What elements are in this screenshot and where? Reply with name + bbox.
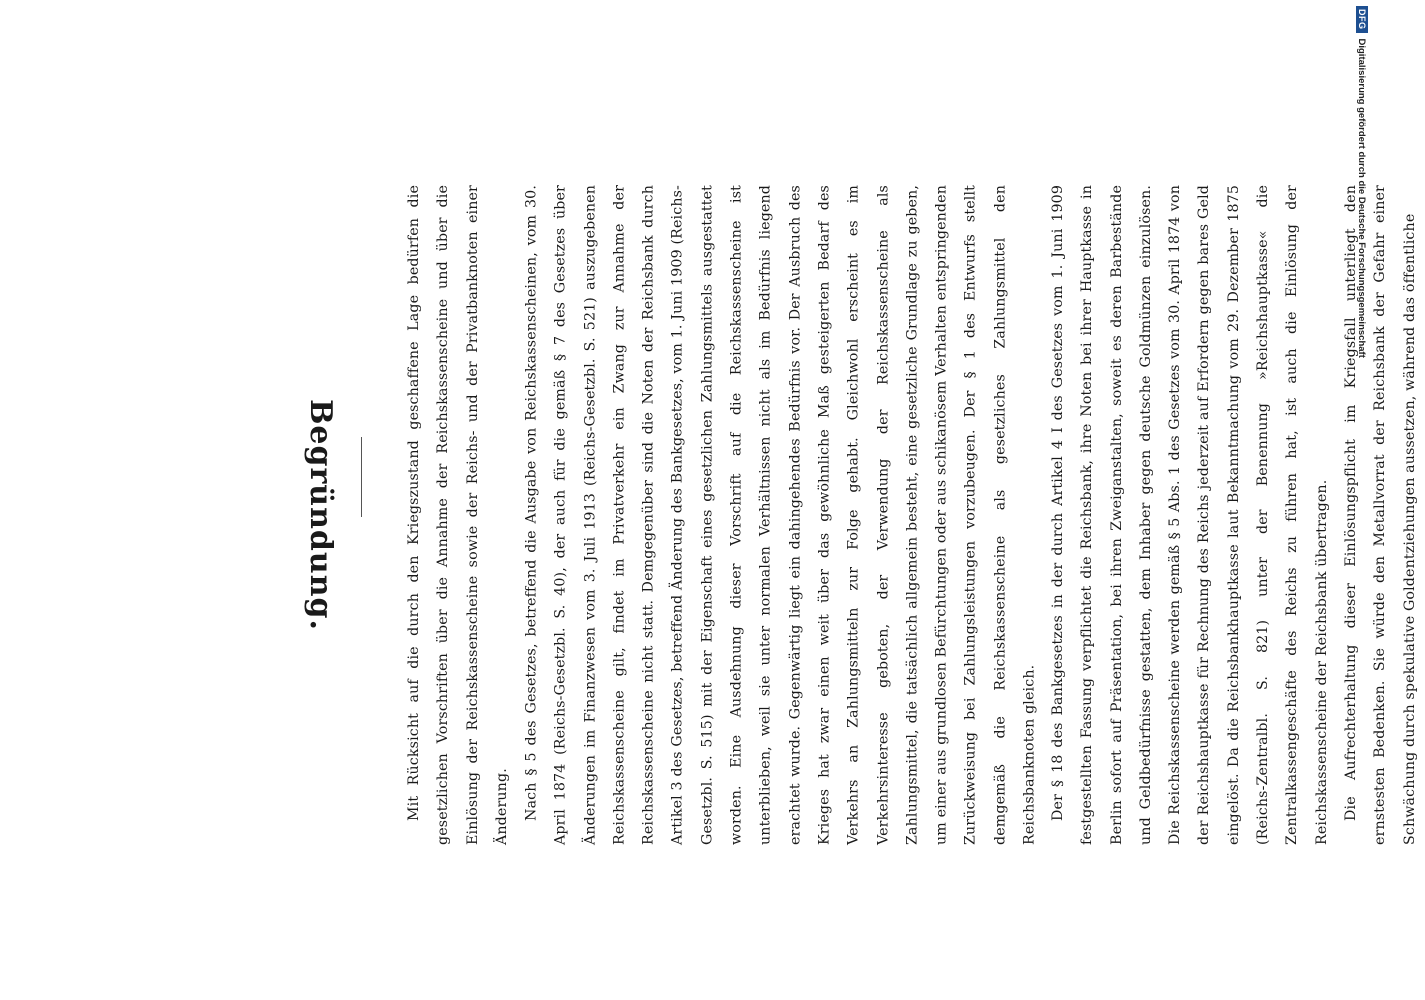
page-title: Begründung. [303,399,338,631]
title-rule [361,437,362,517]
digitization-credit [1356,6,1369,358]
dfg-logo: DFG [1356,6,1368,33]
digitization-note: Digitalisierung gefördert durch die Deutsche Forschungsgemeinschaft [1356,38,1368,358]
paragraph-2: Nach § 5 des Gesetzes, betreffend die Ausgabe von Reichskassenscheinen, vom 30. April 1874 (Reichs-Gesetzbl. S. 40), der auch für die gemäß § 7 des Gesetzes über Änderungen im Finanzwesen vom 3. Juli 1913 (Reichs-Gesetzbl. S. 521) auszugebenen Reichskassenscheine gilt, findet im Privatverkehr ein Zwang zur Annahme der Reichskassenscheine nicht statt. Demgegenüber sind die Noten der Reichsbank durch Artikel 3 des Gesetzes, betreffend Änderung des Bankgesetzes, vom 1. Juni 1909 (Reichs-Gesetzbl. S. 515) mit der Eigenschaft eines gesetzlichen Zahlungsmittels ausgestattet worden. Eine Ausdehnung dieser Vorschrift auf die Reichskassenscheine ist unterblieben, weil sie unter normalen Verhältnissen nicht als im Bedürfnis liegend erachtet wurde. Gegenwärtig liegt ein dahingehendes Bedürfnis vor. Der Ausbruch des Krieges hat zwar einen weit über das gewöhnliche Maß gesteigerten Bedarf des Verkehrs an Zahlungsmitteln zur Folge gehabt. Gleichwohl erscheint es im Verkehrsinteresse geboten, der Verwendung der Reichskassenscheine als Zahlungsmittel, die tatsächlich allgemein besteht, eine gesetzliche Grundlage zu geben, um einer aus grundlosen Befürchtungen oder aus schikanösem Verhalten entspringenden Zurückweisung bei Zahlungsleistungen vorzubeugen. Der § 1 des Entwurfs stellt demgemäß die Reichskassenscheine als gesetzliches Zahlungsmittel den Reichsbanknoten gleich. [523,185,1038,845]
paragraph-4: Die Aufrechterhaltung dieser Einlösungspflicht im Kriegsfall unterliegt den ernstesten Bedenken. Sie würde den Metallvorrat der Reichsbank der Gefahr einer Schwächung durch spekulative Goldentziehungen aussetzen, während das öffentliche [1343,185,1419,845]
paragraph-1: Mit Rücksicht auf die durch den Kriegszustand geschaffene Lage bedürfen die gesetzlichen Vorschriften über die Annahme der Reichskassenscheine und über die Einlösung der Reichskassenscheine sowie der Reichs- und der Privatbanknoten einer Änderung. [406,185,510,845]
paragraph-3: Der § 18 des Bankgesetzes in der durch Artikel 4 I des Gesetzes vom 1. Juni 1909 festgestellten Fassung verpflichtet die Reichsbank, ihre Noten bei ihrer Hauptkasse in Berlin sofort auf Präsentation, bei ihren Zweiganstalten, soweit es deren Barbestände und Geldbedürfnisse gestatten, dem Inhaber gegen deutsche Goldmünzen einzulösen. Die Reichskassenscheine werden gemäß § 5 Abs. 1 des Gesetzes vom 30. April 1874 von der Reichshauptkasse für Rechnung des Reichs jederzeit auf Erfordern gegen bares Geld eingelöst. Da die Reichsbankhauptkasse laut Bekanntmachung vom 29. Dezember 1875 (Reichs-Zentralbl. S. 821) unter der Benennung »Reichshauptkasse« die Zentralkassengeschäfte des Reichs zu führen hat, ist auch die Einlösung der Reichskassenscheine der Reichsbank übertragen. [1050,185,1331,845]
